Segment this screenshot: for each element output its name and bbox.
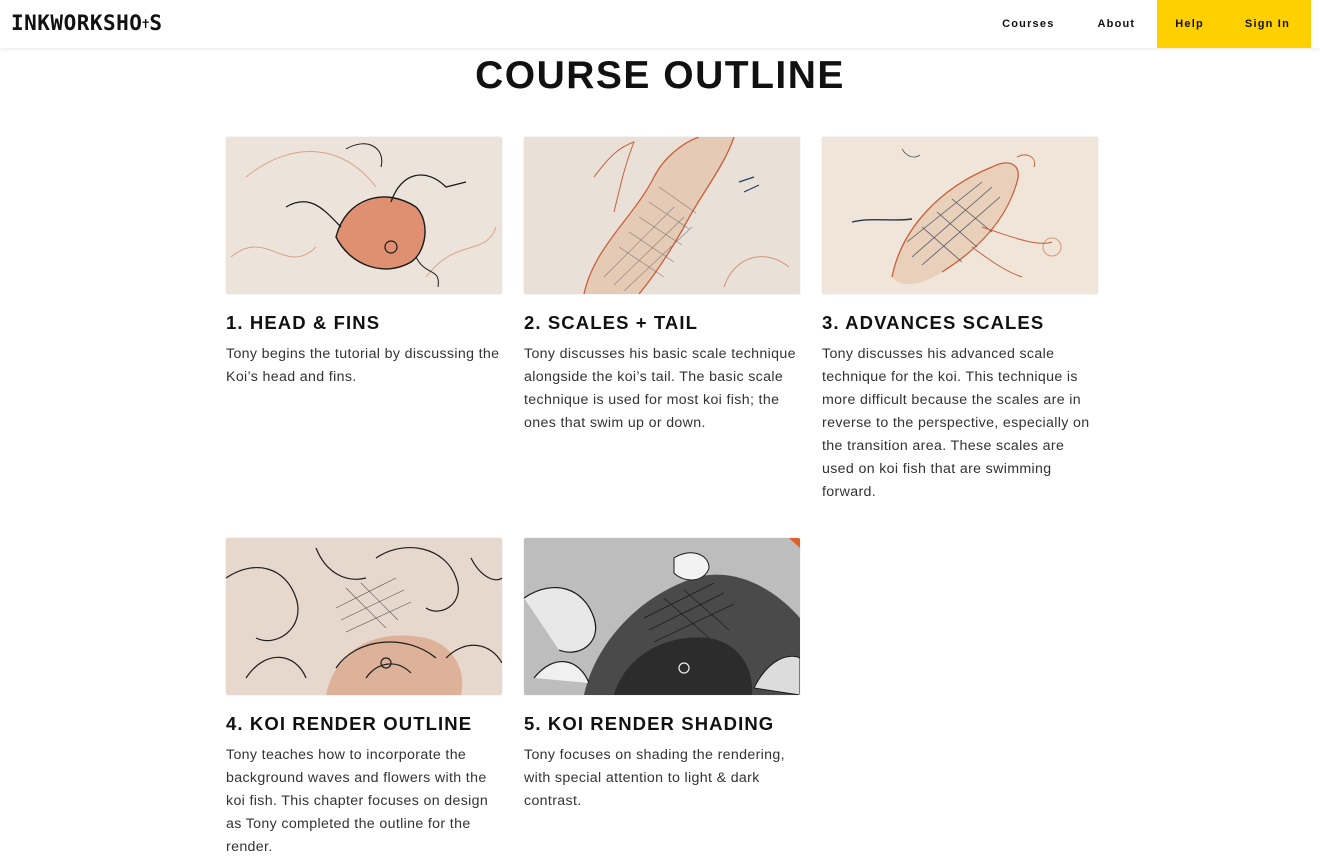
course-thumbnail-1[interactable] [226, 137, 502, 294]
course-thumbnail-2[interactable] [524, 137, 800, 294]
nav-help-link[interactable]: Help [1175, 18, 1204, 30]
course-description-1: Tony begins the tutorial by discussing the Koi’s head and fins. [226, 346, 500, 385]
course-description-4: Tony teaches how to incorporate the background waves and flowers with the koi fish. This chapter focuses on design as Tony completed the outline for the render. [226, 747, 489, 855]
course-description-2: Tony discusses his basic scale technique alongside the koi’s tail. The basic scale technique is used for most koi fish; the ones that swim up or down. [524, 346, 796, 431]
logo-text-tail: S [149, 11, 163, 35]
course-thumbnail-3[interactable] [822, 137, 1098, 294]
main-nav [981, 0, 1311, 48]
logo-cross-icon: ✝ [141, 16, 151, 32]
course-card-3[interactable] [822, 137, 1098, 504]
course-title-4: 4. KOI RENDER OUTLINE [226, 713, 473, 734]
nav-about-link[interactable]: About [1097, 18, 1136, 30]
site-logo[interactable] [11, 11, 163, 36]
site-header [0, 0, 1320, 48]
course-thumbnail-5[interactable] [524, 538, 800, 695]
logo-text: INKWORKSHO [11, 11, 143, 35]
course-title-1: 1. HEAD & FINS [226, 312, 381, 333]
course-description-5: Tony focuses on shading the rendering, with special attention to light & dark contrast. [524, 747, 785, 809]
nav-courses-link[interactable]: Courses [1002, 18, 1055, 30]
course-card-2[interactable] [524, 137, 800, 435]
course-card-4[interactable] [226, 538, 502, 859]
course-card-5[interactable] [524, 538, 800, 813]
course-title-3: 3. ADVANCES SCALES [822, 312, 1045, 333]
course-description-3: Tony discusses his advanced scale technique for the koi. This technique is more difficult because the scales are in reverse to the perspective, especially on the transition area. These scales are used on koi fish that are swimming forward. [822, 346, 1090, 500]
course-title-2: 2. SCALES + TAIL [524, 312, 699, 333]
course-thumbnail-4[interactable] [226, 538, 502, 695]
nav-sign-in-button[interactable]: Sign In [1244, 18, 1290, 30]
course-title-5: 5. KOI RENDER SHADING [524, 713, 775, 734]
course-card-1[interactable] [226, 137, 502, 389]
page-title: COURSE OUTLINE [475, 54, 845, 97]
nav-highlight-group [1157, 0, 1311, 48]
